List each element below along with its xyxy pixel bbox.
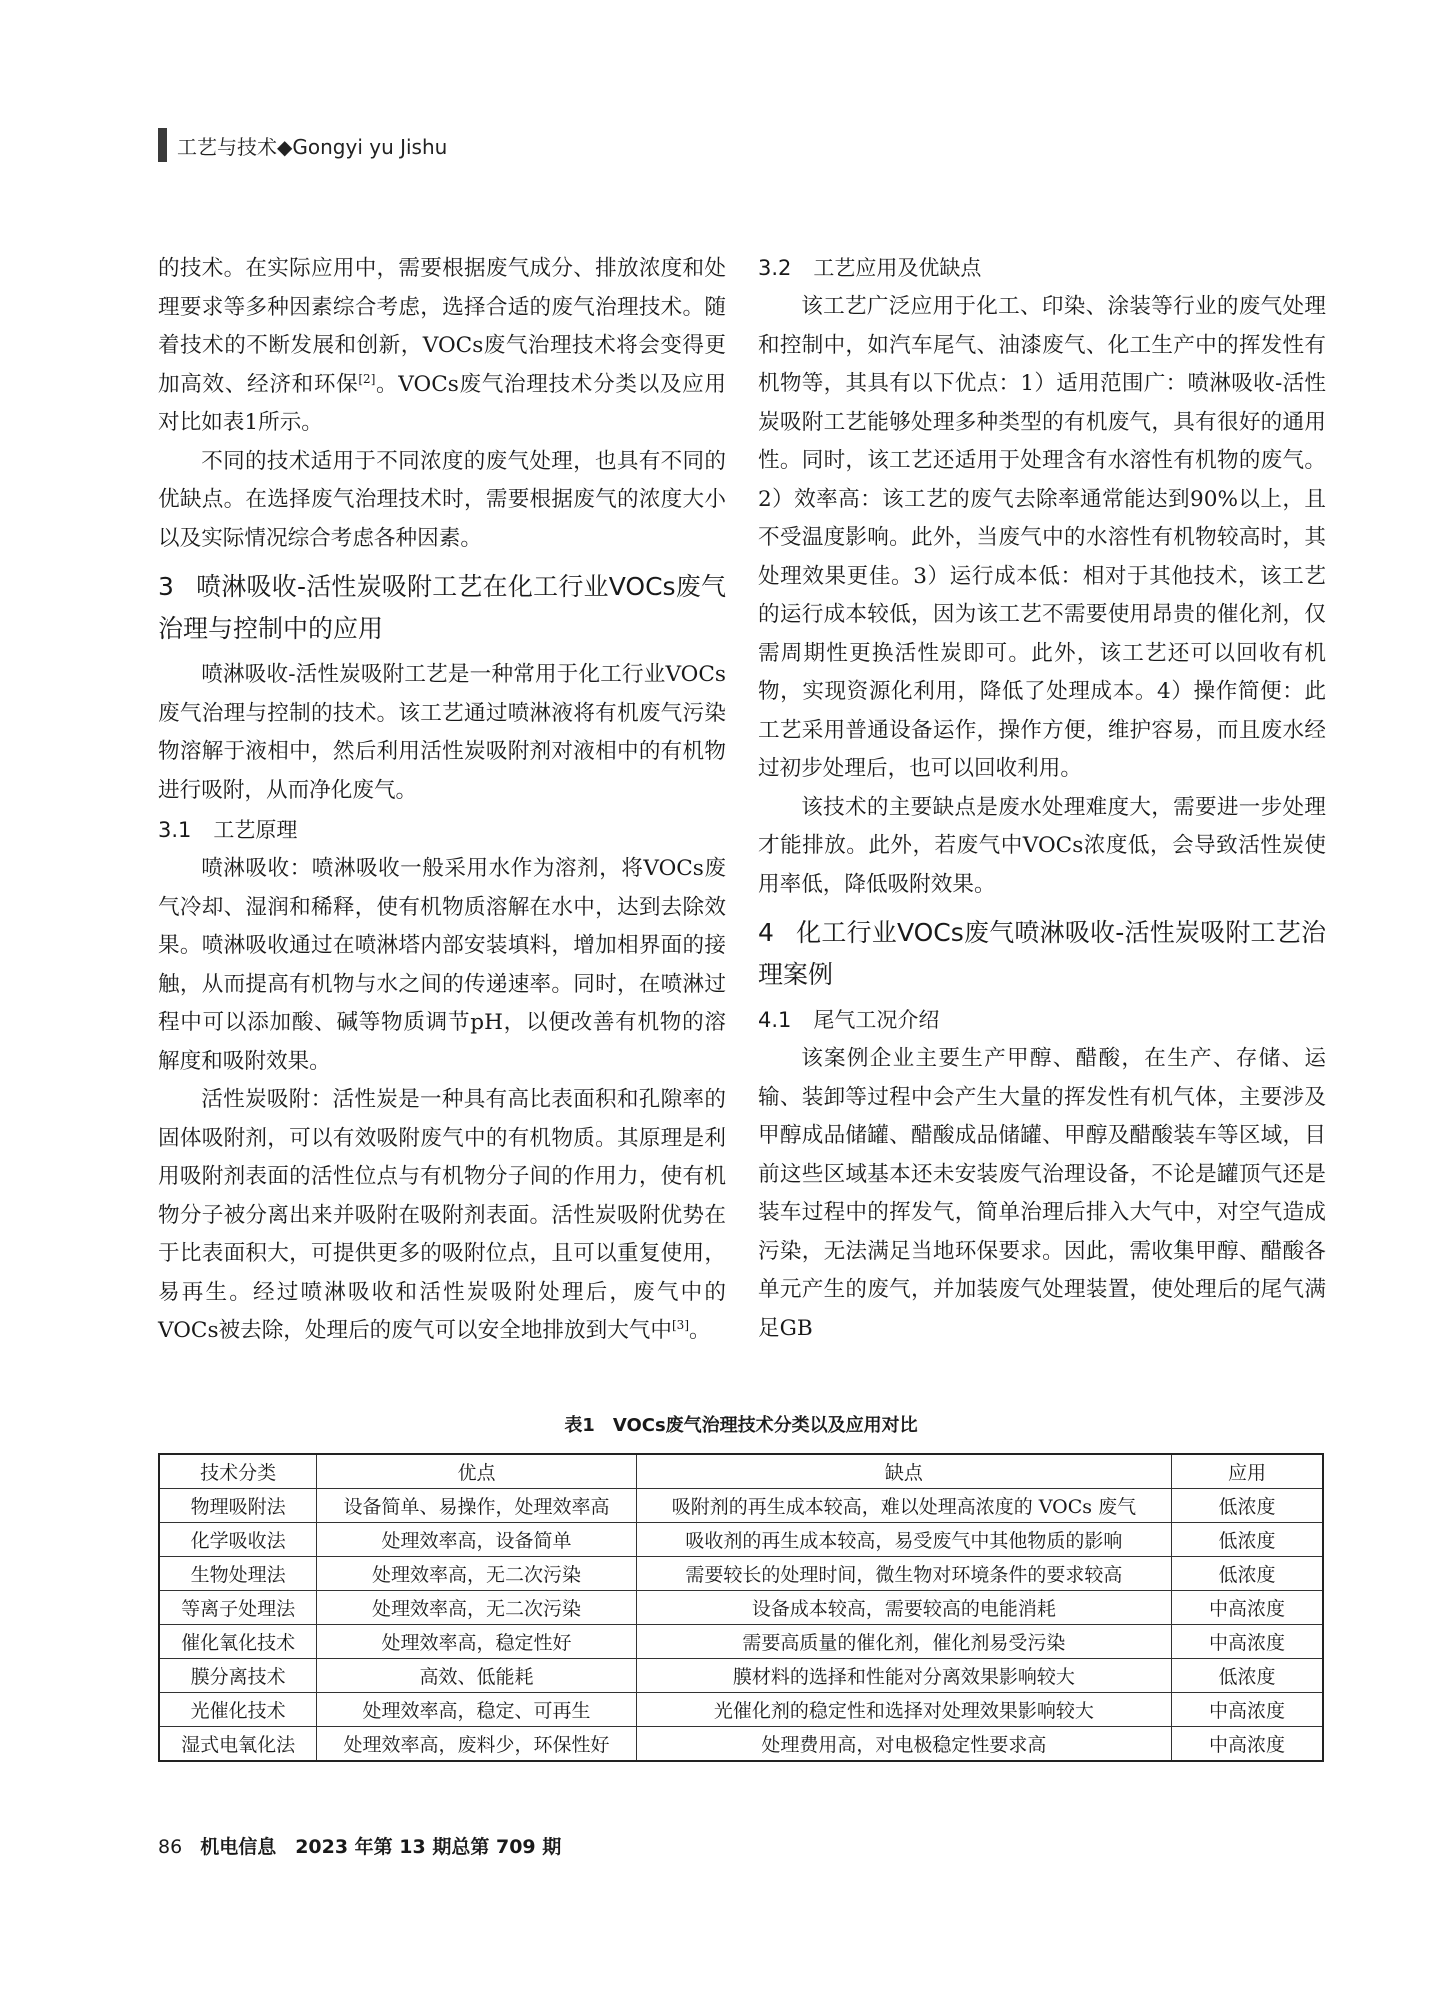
table-cell: 中高浓度 (1172, 1591, 1323, 1625)
table-row (159, 1489, 1323, 1523)
table-cell: 催化氧化技术 (159, 1625, 317, 1659)
table-cell: 吸附剂的再生成本较高，难以处理高浓度的 VOCs 废气 (636, 1489, 1171, 1523)
page-number: 86 (158, 1836, 183, 1858)
table-cell: 物理吸附法 (159, 1489, 317, 1523)
table-cell: 需要较长的处理时间，微生物对环境条件的要求较高 (636, 1557, 1171, 1591)
section-heading: 3 喷淋吸收-活性炭吸附工艺在化工行业VOCs废气治理与控制中的应用 (158, 572, 726, 643)
table-cell: 处理效率高，设备简单 (317, 1523, 637, 1557)
paragraph: 的技术。在实际应用中，需要根据废气成分、排放浓度和处理要求等多种因素综合考虑，选择合适的废气治理技术。随着技术的不断发展和创新，VOCs废气治理技术将会变得更加高效、经济和环保[2]。VOCs废气治理技术分类以及应用对比如表1所示。 (158, 256, 726, 435)
paragraph: 该工艺广泛应用于化工、印染、涂装等行业的废气处理和控制中，如汽车尾气、油漆废气、化工生产中的挥发性有机物等，其具有以下优点：1）适用范围广：喷淋吸收-活性炭吸附工艺能够处理多种类型的有机废气，具有很好的通用性。同时，该工艺还适用于处理含有水溶性有机物的废气。2）效率高：该工艺的废气去除率通常能达到90%以上，且不受温度影响。此外，当废气中的水溶性有机物较高时，其处理效果更佳。3）运行成本低：相对于其他技术，该工艺的运行成本较低，因为该工艺不需要使用昂贵的催化剂，仅需周期性更换活性炭即可。此外，该工艺还可以回收有机物，实现资源化利用，降低了处理成本。4）操作简便：此工艺采用普通设备运作，操作方便，维护容易，而且废水经过初步处理后，也可以回收利用。 (758, 294, 1326, 781)
table-cell: 光催化技术 (159, 1693, 317, 1727)
table-row (159, 1693, 1323, 1727)
table-cell: 低浓度 (1172, 1523, 1323, 1557)
table-cell: 需要高质量的催化剂，催化剂易受污染 (636, 1625, 1171, 1659)
subsection-heading: 4.1 尾气工况介绍 (758, 1008, 940, 1032)
table-cell: 光催化剂的稳定性和选择对处理效果影响较大 (636, 1693, 1171, 1727)
table-caption: 表1 VOCs废气治理技术分类以及应用对比 (564, 1415, 918, 1436)
running-header (158, 128, 447, 162)
page-footer (158, 1832, 561, 1859)
table-cell: 中高浓度 (1172, 1727, 1323, 1762)
table-cell: 中高浓度 (1172, 1625, 1323, 1659)
table-cell: 膜材料的选择和性能对分离效果影响较大 (636, 1659, 1171, 1693)
table-cell: 湿式电氧化法 (159, 1727, 317, 1762)
table-cell: 吸收剂的再生成本较高，易受废气中其他物质的影响 (636, 1523, 1171, 1557)
table-cell: 处理效率高，废料少，环保性好 (317, 1727, 637, 1762)
table-row (159, 1557, 1323, 1591)
table-cell: 处理费用高，对电极稳定性要求高 (636, 1727, 1171, 1762)
table-cell: 高效、低能耗 (317, 1659, 637, 1693)
column-header: 缺点 (636, 1454, 1171, 1489)
table-row (159, 1659, 1323, 1693)
paragraph: 喷淋吸收-活性炭吸附工艺是一种常用于化工行业VOCs废气治理与控制的技术。该工艺通过喷淋液将有机废气污染物溶解于液相中，然后利用活性炭吸附剂对液相中的有机物进行吸附，从而净化废气。 (158, 662, 726, 803)
header-bar (158, 128, 167, 162)
right-column (758, 250, 1326, 1348)
column-header: 应用 (1172, 1454, 1323, 1489)
column-header: 优点 (317, 1454, 637, 1489)
table-row (159, 1727, 1323, 1762)
table-cell: 化学吸收法 (159, 1523, 317, 1557)
table-row (159, 1625, 1323, 1659)
table-cell: 生物处理法 (159, 1557, 317, 1591)
table-cell: 处理效率高，无二次污染 (317, 1591, 637, 1625)
section-heading: 4 化工行业VOCs废气喷淋吸收-活性炭吸附工艺治理案例 (758, 918, 1326, 989)
table-cell: 中高浓度 (1172, 1693, 1323, 1727)
table-cell: 处理效率高，稳定性好 (317, 1625, 637, 1659)
comparison-table (158, 1453, 1324, 1762)
table-row (159, 1591, 1323, 1625)
left-column (158, 250, 726, 1351)
paragraph: 喷淋吸收：喷淋吸收一般采用水作为溶剂，将VOCs废气冷却、湿润和稀释，使有机物质溶解在水中，达到去除效果。喷淋吸收通过在喷淋塔内部安装填料，增加相界面的接触，从而提高有机物与水之间的传递速率。同时，在喷淋过程中可以添加酸、碱等物质调节pH，以便改善有机物的溶解度和吸附效果。 (158, 856, 726, 1074)
table-row (159, 1523, 1323, 1557)
running-title: 工艺与技术◆Gongyi yu Jishu (177, 134, 448, 159)
paragraph: 不同的技术适用于不同浓度的废气处理，也具有不同的优缺点。在选择废气治理技术时，需要根据废气的浓度大小以及实际情况综合考虑各种因素。 (158, 448, 726, 551)
table-cell: 低浓度 (1172, 1489, 1323, 1523)
table-cell: 等离子处理法 (159, 1591, 317, 1625)
table-header-row (159, 1454, 1323, 1489)
subsection-heading: 3.1 工艺原理 (158, 818, 298, 842)
column-header: 技术分类 (159, 1454, 317, 1489)
citation-ref: [2] (358, 371, 376, 386)
paragraph: 该案例企业主要生产甲醇、醋酸，在生产、存储、运输、装卸等过程中会产生大量的挥发性有机气体，主要涉及甲醇成品储罐、醋酸成品储罐、甲醇及醋酸装车等区域，目前这些区域基本还未安装废气治理设备，不论是罐顶气还是装车过程中的挥发气，简单治理后排入大气中，对空气造成污染，无法满足当地环保要求。因此，需收集甲醇、醋酸各单元产生的废气，并加装废气处理装置，使处理后的尾气满足GB (758, 1046, 1326, 1341)
table-cell: 低浓度 (1172, 1557, 1323, 1591)
table-cell: 膜分离技术 (159, 1659, 317, 1693)
table-cell: 设备简单、易操作，处理效率高 (317, 1489, 637, 1523)
paragraph: 活性炭吸附：活性炭是一种具有高比表面积和孔隙率的固体吸附剂，可以有效吸附废气中的有机物质。其原理是利用吸附剂表面的活性位点与有机物分子间的作用力，使有机物分子被分离出来并吸附在吸附剂表面。活性炭吸附优势在于比表面积大，可提供更多的吸附位点，且可以重复使用，易再生。经过喷淋吸收和活性炭吸附处理后，废气中的VOCs被去除，处理后的废气可以安全地排放到大气中[3]。 (158, 1087, 726, 1343)
journal-info: 机电信息 2023 年第 13 期总第 709 期 (200, 1836, 562, 1858)
table-cell: 处理效率高，稳定、可再生 (317, 1693, 637, 1727)
table-cell: 低浓度 (1172, 1659, 1323, 1693)
paragraph: 该技术的主要缺点是废水处理难度大，需要进一步处理才能排放。此外，若废气中VOCs浓度低，会导致活性炭使用率低，降低吸附效果。 (758, 794, 1326, 897)
table-cell: 处理效率高，无二次污染 (317, 1557, 637, 1591)
subsection-heading: 3.2 工艺应用及优缺点 (758, 256, 982, 280)
citation-ref: [3] (672, 1317, 689, 1332)
table-cell: 设备成本较高，需要较高的电能消耗 (636, 1591, 1171, 1625)
